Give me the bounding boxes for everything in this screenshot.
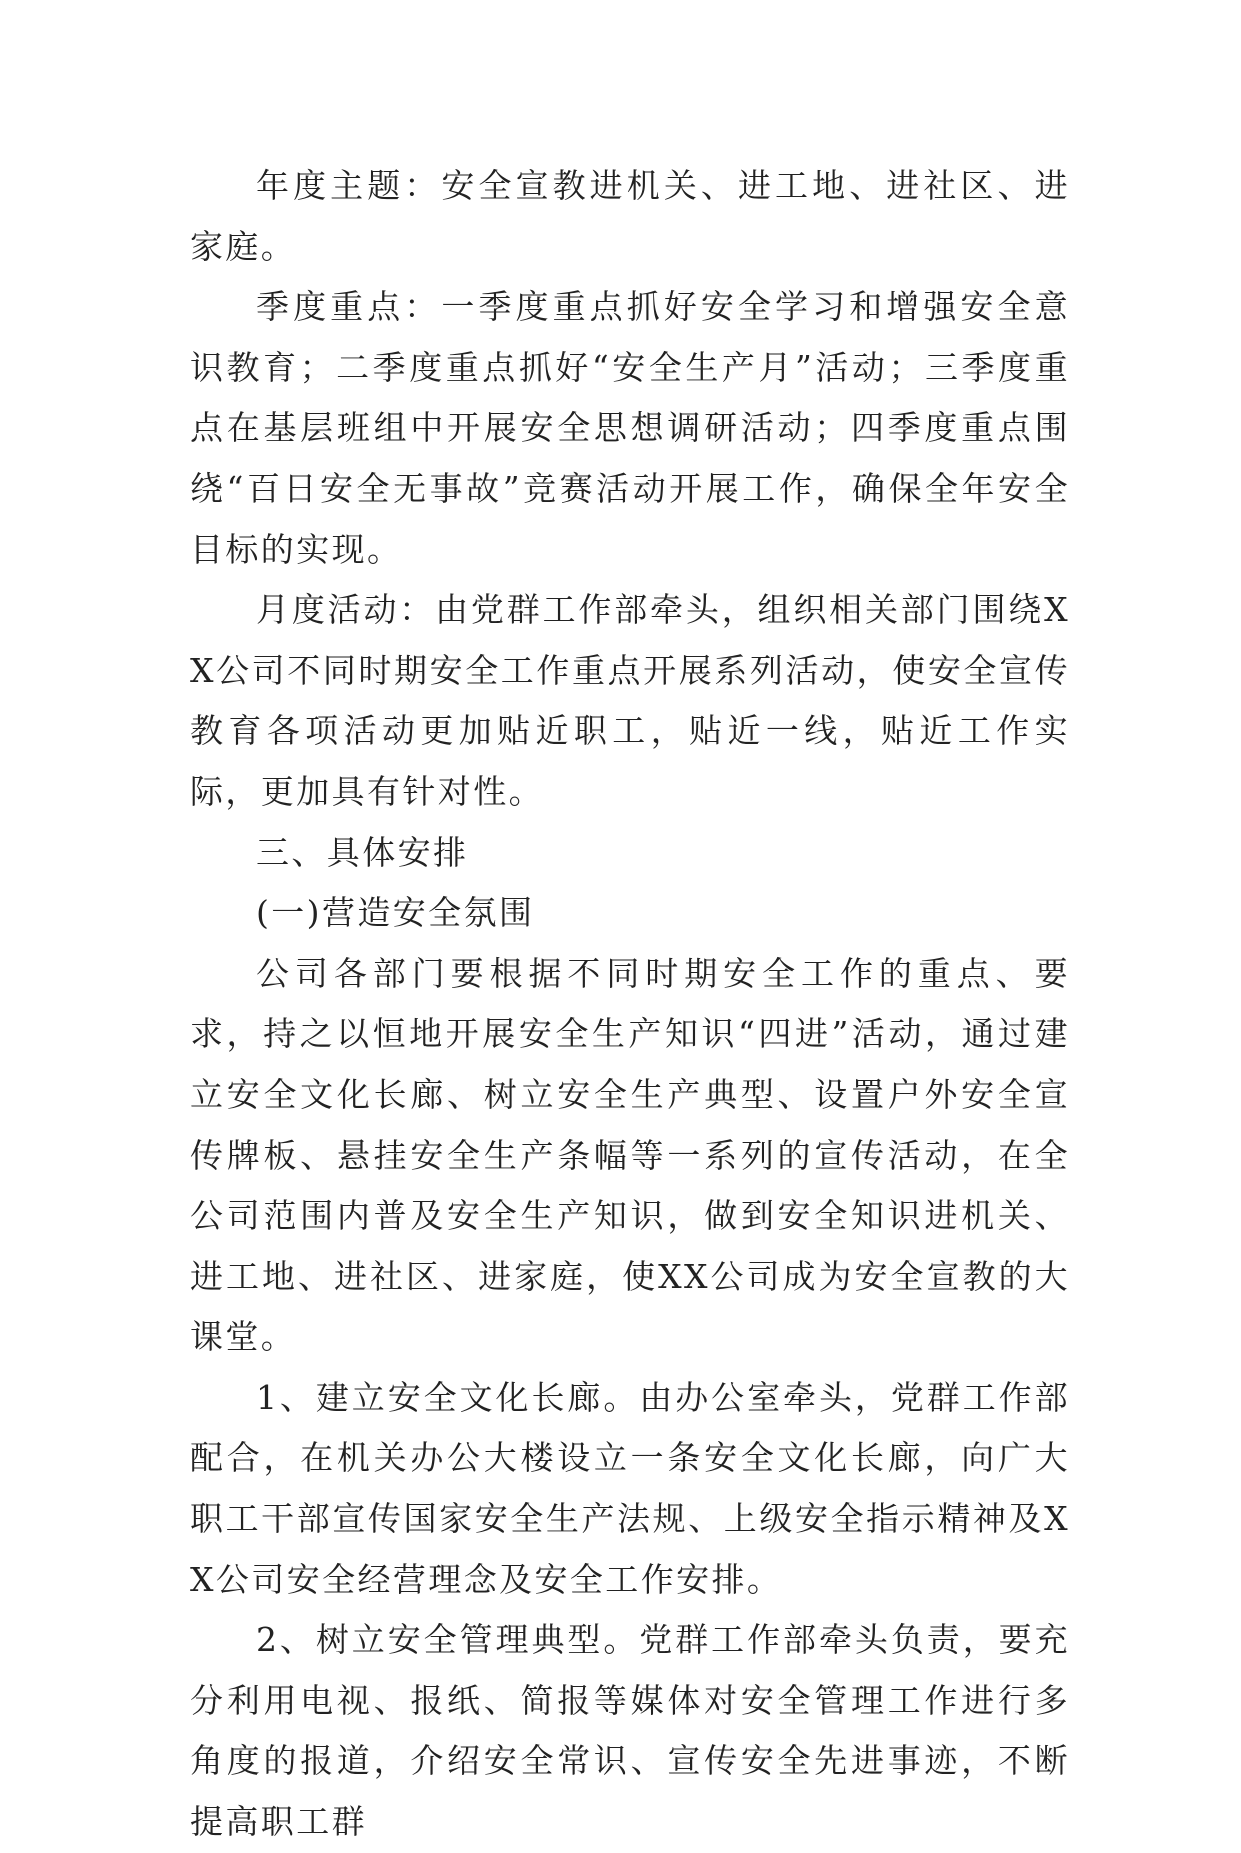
paragraph-item-1-culture-corridor: 1、建立安全文化长廊。由办公室牵头，党群工作部配合，在机关办公大楼设立一条安全文化长廊，向广大职工干部宣传国家安全生产法规、上级安全指示精神及XX公司安全经营理念及安全工作安排。 [190,1377,1070,1599]
subsection-heading-safety-atmosphere: (一)营造安全氛围 [256,893,535,933]
paragraph-item-2-management-model: 2、树立安全管理典型。党群工作部牵头负责，要充分利用电视、报纸、简报等媒体对安全管理工作进行多角度的报道，介绍安全常识、宣传安全先进事迹，不断提高职工群 [190,1620,1070,1842]
document-body [190,156,1070,1853]
paragraph-quarterly-focus: 季度重点：一季度重点抓好安全学习和增强安全意识教育；二季度重点抓好“安全生产月”活动；三季度重点在基层班组中开展安全思想调研活动；四季度重点围绕“百日安全无事故”竞赛活动开展工作，确保全年安全目标的实现。 [190,287,1070,569]
paragraph-annual-theme: 年度主题：安全宣教进机关、进工地、进社区、进家庭。 [190,166,1070,266]
paragraph-department-requirements: 公司各部门要根据不同时期安全工作的重点、要求，持之以恒地开展安全生产知识“四进”活动，通过建立安全文化长廊、树立安全生产典型、设置户外安全宣传牌板、悬挂安全生产条幅等一系列的宣传活动，在全公司范围内普及安全生产知识，做到安全知识进机关、进工地、进社区、进家庭，使XX公司成为安全宣教的大课堂。 [190,953,1070,1357]
section-heading-specific-arrangements: 三、具体安排 [256,832,469,872]
paragraph-monthly-activities: 月度活动：由党群工作部牵头，组织相关部门围绕XX公司不同时期安全工作重点开展系列活动，使安全宣传教育各项活动更加贴近职工，贴近一线，贴近工作实际，更加具有针对性。 [190,590,1070,811]
